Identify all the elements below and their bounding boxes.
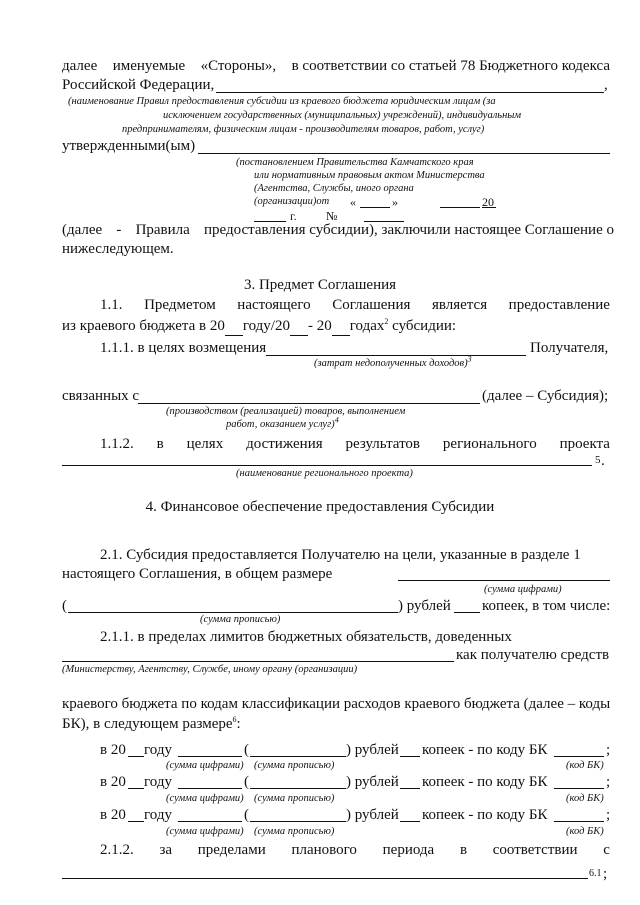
sum-digits-field[interactable] [178, 788, 242, 789]
ministry-hint: (Министерству, Агентству, Службе, иному органу (организации) [62, 664, 358, 675]
intro-word: (далее [62, 222, 103, 238]
year-prefix: в 20 [100, 742, 126, 758]
approving-act-field[interactable] [198, 153, 610, 154]
related-end: (далее – Субсидия); [482, 388, 609, 404]
kopecks-label: копеек - по коду БК [422, 742, 548, 758]
p212-word: соответствии [492, 842, 578, 858]
rubles-label: ) рублей [398, 598, 451, 614]
text: году/20 [242, 318, 290, 334]
footnote-ref: 4 [334, 415, 339, 425]
section-4-title: 4. Финансовое обеспечение предоставления Субсидии [145, 499, 495, 515]
sum-digits-hint: (сумма цифрами) [166, 793, 244, 804]
p112-word: результатов [345, 436, 421, 452]
year-label: году [144, 807, 172, 823]
p212-word: периода [382, 842, 435, 858]
p212-word: пределами [197, 842, 266, 858]
p112-word: целях [186, 436, 224, 452]
sum-words-hint: (сумма прописью) [254, 760, 335, 771]
bk-code-field[interactable] [554, 788, 604, 789]
p1-line-2 [62, 318, 456, 336]
sum-words-hint: (сумма прописью) [254, 793, 335, 804]
sum-words-field[interactable] [250, 788, 346, 789]
p211-line-1: 2.1.1. в пределах лимитов бюджетных обязательств, доведенных [100, 629, 512, 645]
kopecks-field[interactable] [400, 821, 420, 822]
p112-word: в [156, 436, 164, 452]
intro-word: предоставления субсидии), заключили настоящее Соглашение о [203, 222, 614, 238]
bk-code-field[interactable] [554, 821, 604, 822]
p211-line-2: как получателю средств [456, 647, 610, 663]
semicolon: ; [606, 807, 611, 823]
p1-line-1 [100, 297, 610, 314]
kopecks-label: копеек - по коду БК [422, 807, 548, 823]
rules-name-field[interactable] [216, 92, 604, 93]
hint-text: (затрат недополученных доходов) [314, 358, 468, 369]
regional-project-hint: (наименование регионального проекта) [236, 468, 413, 479]
rules-hint-1: (наименование Правил предоставления субсидии из краевого бюджета юридическим лицам (за [68, 96, 496, 107]
semicolon: ; [606, 774, 611, 790]
p112-word: 1.1.2. [100, 436, 134, 452]
total-sum-digits-field[interactable] [398, 580, 610, 581]
year-field[interactable] [332, 318, 350, 336]
footnote-ref: 2 [384, 317, 389, 326]
intro-word: именуемые [112, 58, 186, 74]
year-prefix: в 20 [100, 807, 126, 823]
kopecks-field[interactable] [400, 788, 420, 789]
act-hint-2: или нормативным правовым актом Министерства [254, 170, 485, 181]
ministry-field[interactable] [62, 661, 454, 662]
costs-field[interactable] [266, 355, 526, 356]
rubles-label: ) рублей [346, 742, 399, 758]
production-hint-2 [226, 415, 339, 431]
intro-line-2: Российской Федерации, [62, 77, 215, 93]
number-sign: № [326, 209, 338, 223]
text: из краевого бюджета в 20 [62, 318, 225, 334]
budget-line-2 [62, 716, 241, 733]
related-label: связанных с [62, 388, 140, 404]
rules-hint-3: предпринимателям, физическим лицам - производителям товаров, работ, услуг) [122, 124, 485, 135]
rubles-label: ) рублей [346, 807, 399, 823]
kopecks-label: копеек, в том числе: [482, 598, 611, 614]
footnote-ref: 3 [467, 354, 472, 364]
intro-line-1 [62, 58, 610, 75]
open-paren: ( [244, 742, 249, 758]
rubles-label: ) рублей [346, 774, 399, 790]
open-paren: ( [62, 598, 67, 614]
p1-word: 1.1. [100, 297, 123, 313]
bk-code-hint: (код БК) [566, 793, 604, 804]
intro-word: далее [62, 58, 98, 74]
comma: , [604, 77, 608, 93]
intro-word: Правила [135, 222, 190, 238]
semicolon: ; [603, 866, 608, 882]
act-hint-1: (постановлением Правительства Камчатского края [236, 157, 474, 168]
budget-line-1: краевого бюджета по кодам классификации расходов краевого бюджета (далее – коды [62, 696, 611, 712]
text: - 20 [307, 318, 332, 334]
p1-word: Соглашения [332, 297, 411, 313]
year-label: году [144, 774, 172, 790]
date-g: г. [290, 209, 297, 223]
date-month-field[interactable] [440, 207, 480, 208]
p112-line [100, 436, 610, 453]
text: субсидии: [388, 318, 457, 334]
sum-words-field[interactable] [250, 756, 346, 757]
sum-digits-field[interactable] [178, 756, 242, 757]
rules-hint-2: исключением государственных (муниципальных) учреждений), индивидуальным [163, 110, 522, 121]
text: годах [349, 318, 385, 334]
year-field[interactable] [128, 756, 144, 757]
footnote-ref: 6.1 [589, 868, 602, 879]
beyond-period-field[interactable] [62, 878, 588, 879]
p212-word: с [603, 842, 610, 858]
sum-words-hint: (сумма прописью) [254, 826, 335, 837]
sum-digits-hint: (сумма цифрами) [166, 826, 244, 837]
regional-project-field[interactable] [62, 465, 592, 466]
year-prefix: в 20 [100, 774, 126, 790]
kopecks-label: копеек - по коду БК [422, 774, 548, 790]
sum-digits-hint: (сумма цифрами) [166, 760, 244, 771]
footnote-ref: 5 [595, 454, 601, 466]
date-quote-open: « [350, 195, 356, 209]
sum-words-hint: (сумма прописью) [200, 614, 281, 625]
intro-word: в соответствии со статьей 78 Бюджетного кодекса [291, 58, 610, 74]
production-hint-1: (производством (реализацией) товаров, выполнением [166, 406, 406, 417]
approved-label: утвержденными(ым) [62, 138, 196, 154]
p1-word: Предметом [144, 297, 216, 313]
footnote-ref: 6 [232, 715, 237, 724]
bk-code-hint: (код БК) [566, 760, 604, 771]
open-paren: ( [244, 774, 249, 790]
year-field[interactable] [225, 318, 243, 336]
year-label: году [144, 742, 172, 758]
act-hint-4: (организации)от [254, 196, 330, 207]
hint-text: работ, оказанием услуг) [226, 419, 335, 430]
intro-word: - [116, 222, 122, 238]
production-field[interactable] [138, 403, 480, 404]
bk-code-hint: (код БК) [566, 826, 604, 837]
total-sum-words-field[interactable] [68, 612, 398, 613]
p112-word: проекта [559, 436, 610, 452]
p112-word: достижения [246, 436, 323, 452]
intro-word: «Стороны», [200, 58, 277, 74]
text: : [236, 716, 241, 732]
date-year-prefix: 20 [482, 195, 494, 209]
p21-line-1: 2.1. Субсидия предоставляется Получателю на цели, указанные в разделе 1 [100, 547, 581, 563]
p212-line [100, 842, 610, 859]
sum-digits-field[interactable] [178, 821, 242, 822]
semicolon: ; [606, 742, 611, 758]
act-hint-3: (Агентства, Службы, иного органа [254, 183, 414, 194]
year-field[interactable] [290, 318, 308, 336]
date-day-field[interactable] [360, 207, 390, 208]
p1-word: предоставление [508, 297, 610, 313]
p112-word: регионального [442, 436, 537, 452]
p212-word: в [459, 842, 468, 858]
p21-line-2: настоящего Соглашения, в общем размере [62, 566, 333, 582]
date-year-field[interactable] [482, 207, 496, 208]
section-3-title: 3. Предмет Соглашения [243, 277, 397, 293]
text: БК), в следующем размере [62, 716, 233, 732]
p1-word: является [431, 297, 488, 313]
year-field[interactable] [128, 788, 144, 789]
intro-line-rest-2: нижеследующем. [62, 241, 174, 257]
sum-words-field[interactable] [250, 821, 346, 822]
p111-label: 1.1.1. в целях возмещения [100, 340, 267, 356]
kopecks-field[interactable] [400, 756, 420, 757]
kopecks-field[interactable] [454, 612, 480, 613]
p111-end: Получателя, [530, 340, 609, 356]
date-quote-close: » [392, 195, 398, 209]
year-field[interactable] [128, 821, 144, 822]
p212-word: 2.1.2. [100, 842, 134, 858]
p212-word: за [159, 842, 173, 858]
p1-word: настоящего [237, 297, 311, 313]
open-paren: ( [244, 807, 249, 823]
p212-word: планового [291, 842, 357, 858]
costs-hint [314, 354, 472, 370]
bk-code-field[interactable] [554, 756, 604, 757]
period: . [601, 453, 605, 469]
intro-line-rest [62, 222, 614, 239]
sum-digits-hint: (сумма цифрами) [484, 584, 562, 595]
